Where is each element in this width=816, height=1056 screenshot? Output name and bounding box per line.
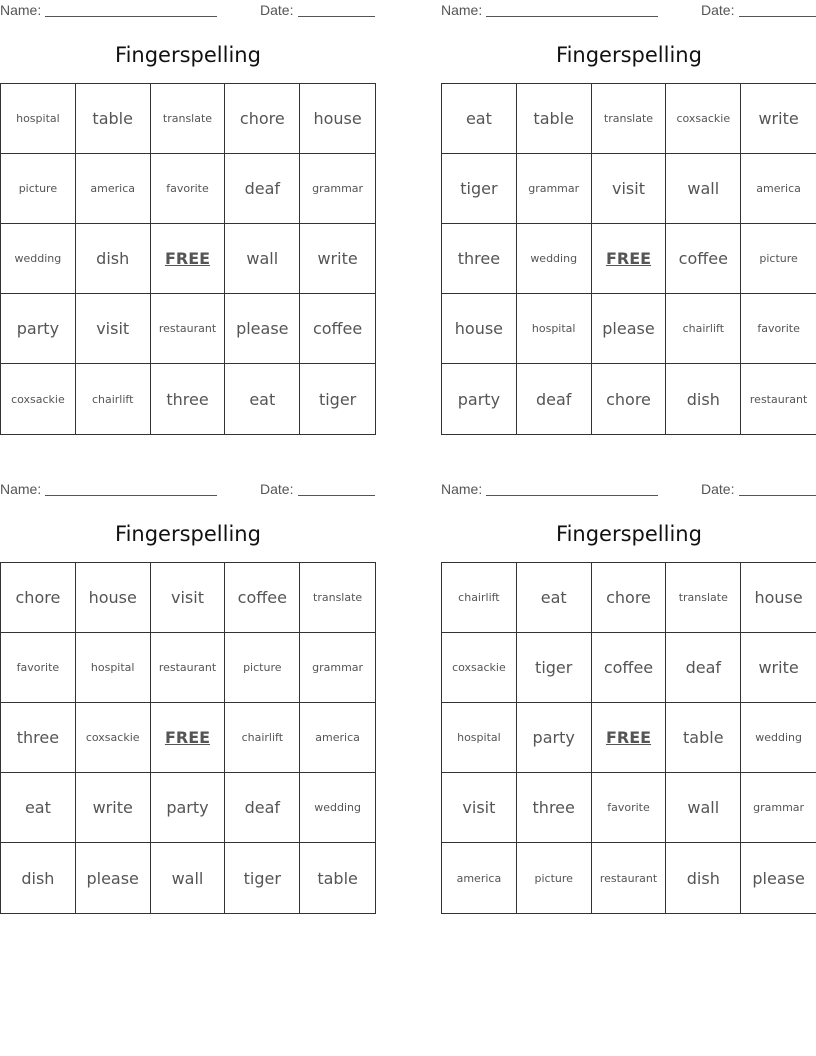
name-label: Name:	[441, 2, 483, 18]
bingo-cell: house	[442, 294, 517, 364]
bingo-cell: america	[442, 843, 517, 913]
bingo-cell: dish	[666, 364, 741, 434]
bingo-cell: wedding	[300, 773, 375, 843]
bingo-cell: grammar	[741, 773, 816, 843]
bingo-cell: tiger	[517, 633, 592, 703]
bingo-cell: grammar	[300, 154, 375, 224]
bingo-cell: hospital	[517, 294, 592, 364]
date-label: Date:	[701, 2, 735, 18]
name-blank-line[interactable]	[45, 16, 217, 17]
card-title: Fingerspelling	[556, 43, 702, 67]
date-label: Date:	[260, 2, 294, 18]
name-label: Name:	[441, 481, 483, 497]
bingo-cell: grammar	[300, 633, 375, 703]
bingo-cell: coffee	[225, 563, 300, 633]
bingo-cell: party	[151, 773, 226, 843]
name-label: Name:	[0, 481, 42, 497]
bingo-cell: table	[666, 703, 741, 773]
bingo-card	[441, 479, 816, 888]
bingo-cell: favorite	[1, 633, 76, 703]
bingo-cell: translate	[300, 563, 375, 633]
bingo-cell: wall	[666, 154, 741, 224]
bingo-cell: america	[76, 154, 151, 224]
bingo-cell: restaurant	[151, 633, 226, 703]
date-blank-line[interactable]	[739, 16, 816, 17]
bingo-cell: picture	[517, 843, 592, 913]
bingo-cell: coxsackie	[1, 364, 76, 434]
bingo-cell: hospital	[1, 84, 76, 154]
bingo-cell: please	[752, 868, 805, 888]
bingo-cell: three	[151, 364, 226, 434]
bingo-cell: coffee	[592, 633, 667, 703]
card-title: Fingerspelling	[115, 522, 261, 546]
bingo-cell: chairlift	[76, 364, 151, 434]
bingo-cell: grammar	[517, 154, 592, 224]
free-space-cell: FREE	[592, 703, 667, 773]
bingo-cell: eat	[517, 563, 592, 633]
bingo-cell: translate	[151, 84, 226, 154]
bingo-cell: please	[592, 294, 667, 364]
bingo-card	[0, 479, 376, 888]
card-title: Fingerspelling	[556, 522, 702, 546]
bingo-cell: write	[741, 633, 816, 703]
name-date-line	[441, 0, 816, 22]
bingo-cell: eat	[442, 84, 517, 154]
bingo-cell: coxsackie	[442, 633, 517, 703]
bingo-cell: hospital	[442, 703, 517, 773]
bingo-cell: deaf	[225, 773, 300, 843]
bingo-grid	[441, 83, 816, 435]
bingo-grid	[0, 562, 376, 914]
bingo-cell: wall	[151, 843, 226, 913]
bingo-cell: visit	[592, 154, 667, 224]
bingo-cell: america	[300, 703, 375, 773]
bingo-cell: table	[76, 84, 151, 154]
bingo-cell: party	[442, 364, 517, 434]
bingo-cell: translate	[666, 563, 741, 633]
bingo-cell: write	[300, 224, 375, 294]
bingo-cell: restaurant	[151, 294, 226, 364]
bingo-cell: wedding	[741, 703, 816, 773]
bingo-cell: picture	[1, 154, 76, 224]
bingo-cell: chore	[592, 563, 667, 633]
bingo-cell: picture	[741, 224, 816, 294]
bingo-cell: please	[225, 294, 300, 364]
bingo-cell: tiger	[318, 389, 357, 409]
card-title: Fingerspelling	[115, 43, 261, 67]
bingo-cell: translate	[592, 84, 667, 154]
bingo-cell: three	[442, 224, 517, 294]
bingo-cell: chairlift	[442, 563, 517, 633]
bingo-cell: write	[76, 773, 151, 843]
bingo-card	[441, 0, 816, 409]
date-blank-line[interactable]	[298, 495, 375, 496]
bingo-cell: favorite	[741, 294, 816, 364]
bingo-cell: party	[517, 703, 592, 773]
bingo-cell: visit	[76, 294, 151, 364]
free-space-cell: FREE	[151, 224, 226, 294]
bingo-cell: coffee	[666, 224, 741, 294]
bingo-cell: eat	[225, 364, 300, 434]
bingo-cell: house	[300, 84, 375, 154]
bingo-cell: deaf	[666, 633, 741, 703]
free-space-cell: FREE	[592, 224, 667, 294]
bingo-cell: chore	[225, 84, 300, 154]
bingo-cell: wedding	[1, 224, 76, 294]
bingo-cell: dish	[1, 843, 76, 913]
bingo-cell: wall	[225, 224, 300, 294]
bingo-cell: wall	[666, 773, 741, 843]
bingo-cell: picture	[225, 633, 300, 703]
name-blank-line[interactable]	[45, 495, 217, 496]
bingo-cell: restaurant	[592, 843, 667, 913]
bingo-cell: three	[517, 773, 592, 843]
bingo-cell: coxsackie	[76, 703, 151, 773]
name-date-line	[0, 479, 376, 501]
name-blank-line[interactable]	[486, 495, 658, 496]
bingo-cell: coffee	[300, 294, 375, 364]
bingo-cell: wedding	[517, 224, 592, 294]
name-blank-line[interactable]	[486, 16, 658, 17]
bingo-cell: table	[517, 84, 592, 154]
bingo-cell: visit	[442, 773, 517, 843]
bingo-cell: table	[317, 868, 358, 888]
date-label: Date:	[260, 481, 294, 497]
bingo-cell: chore	[592, 364, 667, 434]
bingo-cell: house	[76, 563, 151, 633]
bingo-grid	[0, 83, 376, 435]
bingo-cell: party	[1, 294, 76, 364]
bingo-cell: dish	[76, 224, 151, 294]
bingo-cell: eat	[1, 773, 76, 843]
name-date-line	[0, 0, 376, 22]
bingo-cell: favorite	[592, 773, 667, 843]
date-label: Date:	[701, 481, 735, 497]
bingo-card	[0, 0, 376, 409]
name-date-line	[441, 479, 816, 501]
bingo-cell: coxsackie	[666, 84, 741, 154]
bingo-cell: house	[741, 563, 816, 633]
bingo-cell: tiger	[442, 154, 517, 224]
bingo-cell: write	[741, 84, 816, 154]
bingo-cell: restaurant	[749, 392, 808, 406]
bingo-cell: chore	[1, 563, 76, 633]
bingo-cell: dish	[666, 843, 741, 913]
bingo-cell: please	[76, 843, 151, 913]
bingo-cell: america	[741, 154, 816, 224]
bingo-cell: deaf	[517, 364, 592, 434]
date-blank-line[interactable]	[739, 495, 816, 496]
free-space-cell: FREE	[151, 703, 226, 773]
bingo-cell: chairlift	[225, 703, 300, 773]
bingo-cell: favorite	[151, 154, 226, 224]
bingo-cell: hospital	[76, 633, 151, 703]
bingo-cell: chairlift	[666, 294, 741, 364]
bingo-cell: tiger	[225, 843, 300, 913]
bingo-cell: three	[1, 703, 76, 773]
bingo-cell: deaf	[225, 154, 300, 224]
bingo-cell: visit	[151, 563, 226, 633]
bingo-grid	[441, 562, 816, 914]
name-label: Name:	[0, 2, 42, 18]
date-blank-line[interactable]	[298, 16, 375, 17]
